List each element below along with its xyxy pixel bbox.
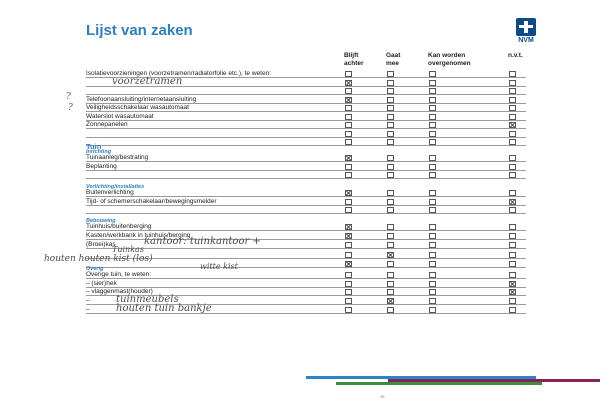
checklist-row — [86, 154, 526, 162]
checklist-row — [86, 163, 526, 171]
checkbox-blijft-achter[interactable] — [345, 114, 352, 120]
checkbox-gaat-mee[interactable] — [387, 199, 394, 205]
checkbox-overgenomen[interactable] — [429, 307, 436, 313]
handwriting-tuinmeubels: tuinmeubels — [116, 294, 179, 305]
checkbox-nvt[interactable] — [509, 298, 516, 304]
checkbox-gaat-mee[interactable] — [387, 289, 394, 295]
checkbox-blijft-achter[interactable] — [345, 80, 352, 86]
checkbox-overgenomen[interactable] — [429, 224, 436, 230]
checkbox-blijft-achter[interactable] — [345, 97, 352, 103]
checklist-row — [86, 223, 526, 231]
checkbox-gaat-mee[interactable] — [387, 242, 394, 248]
nvm-logo — [512, 18, 540, 52]
checkbox-gaat-mee[interactable] — [387, 97, 394, 103]
checkbox-overgenomen[interactable] — [429, 252, 436, 258]
checkbox-gaat-mee[interactable] — [387, 207, 394, 213]
checkbox-blijft-achter[interactable] — [345, 88, 352, 94]
checkbox-gaat-mee[interactable] — [387, 114, 394, 120]
row-label: Buitenverlichting — [86, 189, 134, 196]
nvm-logo-text: NVM — [518, 37, 534, 44]
checkbox-blijft-achter[interactable] — [345, 172, 352, 178]
checkbox-blijft-achter[interactable] — [345, 190, 352, 196]
row-label: – — [86, 305, 90, 313]
checkbox-overgenomen[interactable] — [429, 105, 436, 111]
checkbox-gaat-mee[interactable] — [387, 80, 394, 86]
col-header-gaat-mee: Gaat mee — [386, 52, 401, 67]
checkbox-gaat-mee[interactable] — [387, 88, 394, 94]
row-label: Zonnepanelen — [86, 121, 128, 128]
checkbox-overgenomen[interactable] — [429, 97, 436, 103]
checkbox-gaat-mee[interactable] — [387, 164, 394, 170]
checkbox-gaat-mee[interactable] — [387, 155, 394, 161]
checkbox-nvt[interactable] — [509, 139, 516, 145]
checkbox-gaat-mee[interactable] — [387, 233, 394, 239]
checkbox-nvt[interactable] — [509, 88, 516, 94]
checkbox-overgenomen[interactable] — [429, 155, 436, 161]
checklist-row — [86, 87, 526, 95]
checkbox-overgenomen[interactable] — [429, 114, 436, 120]
subsection-inrichting: Inrichting — [86, 149, 112, 155]
col-header-nvt: n.v.t. — [508, 52, 523, 59]
handwriting-houten-kist: houten houten kist (los) — [44, 254, 153, 264]
row-label: – vlaggenmast(houder) — [86, 288, 153, 296]
row-label: Overige tuin, te weten: — [86, 271, 152, 278]
checkbox-nvt[interactable] — [509, 190, 516, 196]
checklist-row — [86, 280, 526, 288]
checklist-row — [86, 130, 526, 138]
checkbox-gaat-mee[interactable] — [387, 224, 394, 230]
checkbox-nvt[interactable] — [509, 261, 516, 267]
subsection-verlichting: Verlichting/installaties — [86, 184, 145, 190]
checkbox-blijft-achter[interactable] — [345, 233, 352, 239]
checklist-row — [86, 121, 526, 129]
checkbox-nvt[interactable] — [509, 272, 516, 278]
checkbox-gaat-mee[interactable] — [387, 105, 394, 111]
checkbox-blijft-achter[interactable] — [345, 131, 352, 137]
checkbox-nvt[interactable] — [509, 80, 516, 86]
checkbox-nvt[interactable] — [509, 207, 516, 213]
checkbox-overgenomen[interactable] — [429, 71, 436, 77]
checkbox-nvt[interactable] — [509, 252, 516, 258]
checkbox-overgenomen[interactable] — [429, 261, 436, 267]
checkbox-gaat-mee[interactable] — [387, 272, 394, 278]
footer-stripe-3 — [336, 382, 542, 385]
checkbox-overgenomen[interactable] — [429, 289, 436, 295]
checkbox-nvt[interactable] — [509, 71, 516, 77]
checkbox-gaat-mee[interactable] — [387, 122, 394, 128]
section-tuin: Tuin — [86, 142, 102, 151]
checkbox-overgenomen[interactable] — [429, 172, 436, 178]
checkbox-blijft-achter[interactable] — [345, 164, 352, 170]
checkbox-nvt[interactable] — [509, 307, 516, 313]
checklist-row — [86, 171, 526, 179]
checkbox-nvt[interactable] — [509, 289, 516, 295]
checklist-row — [86, 271, 526, 279]
checklist-row — [86, 189, 526, 197]
row-label: – — [86, 297, 90, 305]
checkbox-blijft-achter[interactable] — [345, 71, 352, 77]
checkbox-overgenomen[interactable] — [429, 122, 436, 128]
row-label: Kasten/werkbank in tuinhuis/berging — [86, 232, 191, 240]
checkbox-blijft-achter[interactable] — [345, 139, 352, 145]
checkbox-blijft-achter[interactable] — [345, 199, 352, 205]
row-label: Veiligheidsschakelaar wasautomaat — [86, 104, 189, 111]
handwriting-voorzetramen: voorzetramen — [112, 76, 183, 87]
checkbox-overgenomen[interactable] — [429, 272, 436, 278]
row-label: (Broei)kas — [86, 241, 116, 249]
checkbox-overgenomen[interactable] — [429, 199, 436, 205]
checkbox-nvt[interactable] — [509, 131, 516, 137]
checkbox-nvt[interactable] — [509, 172, 516, 178]
checkbox-nvt[interactable] — [509, 114, 516, 120]
margin-mark-2: ? — [68, 103, 73, 113]
checkbox-nvt[interactable] — [509, 105, 516, 111]
checkbox-gaat-mee[interactable] — [387, 71, 394, 77]
subsection-overig: Overig — [86, 266, 104, 272]
checkbox-gaat-mee[interactable] — [387, 131, 394, 137]
row-label: Beplanting — [86, 162, 117, 170]
checkbox-overgenomen[interactable] — [429, 131, 436, 137]
checkbox-overgenomen[interactable] — [429, 164, 436, 170]
nvm-logo-icon — [516, 18, 536, 36]
row-label: Isolatievoorzieningen (voorzetramen/radiatorfolie etc.), te weten: — [86, 70, 271, 77]
checkbox-overgenomen[interactable] — [429, 242, 436, 248]
checkbox-gaat-mee[interactable] — [387, 261, 394, 267]
checkbox-nvt[interactable] — [509, 122, 516, 128]
checkbox-blijft-achter[interactable] — [345, 272, 352, 278]
checklist-row — [86, 104, 526, 112]
checkbox-blijft-achter[interactable] — [345, 207, 352, 213]
row-label: Tuinhuis/buitenberging — [86, 223, 152, 230]
checkbox-overgenomen[interactable] — [429, 233, 436, 239]
checklist-row — [86, 96, 526, 104]
checkbox-blijft-achter[interactable] — [345, 261, 352, 267]
handwriting-houten-tuin-bankje: houten tuin bankje — [116, 303, 212, 314]
col-header-blijft-achter: Blijft achter — [344, 52, 364, 67]
margin-mark-1: ? — [66, 92, 71, 102]
checkbox-nvt[interactable] — [509, 199, 516, 205]
page-number: 15 — [380, 394, 385, 399]
handwriting-witte-kist: witte kist — [200, 262, 238, 271]
checklist-row — [86, 138, 526, 146]
checklist-row — [86, 198, 526, 206]
checkbox-blijft-achter[interactable] — [345, 298, 352, 304]
checkbox-blijft-achter[interactable] — [345, 252, 352, 258]
handwriting-tuinkas: Tuinkas — [112, 245, 144, 254]
handwriting-kantoor: kantoor: tuinkantoor + — [144, 236, 261, 247]
checklist-row — [86, 206, 526, 214]
checkbox-overgenomen[interactable] — [429, 190, 436, 196]
checkbox-blijft-achter[interactable] — [345, 307, 352, 313]
row-label: – (sier)hek — [86, 279, 117, 287]
checkbox-blijft-achter[interactable] — [345, 289, 352, 295]
checkbox-gaat-mee[interactable] — [387, 172, 394, 178]
checkbox-nvt[interactable] — [509, 242, 516, 248]
checkbox-overgenomen[interactable] — [429, 207, 436, 213]
checklist-row — [86, 113, 526, 121]
subsection-bebouwing: Bebouwing — [86, 218, 116, 224]
row-label: Tuinaanleg/bestrating — [86, 154, 149, 161]
checkbox-overgenomen[interactable] — [429, 139, 436, 145]
checkbox-blijft-achter[interactable] — [345, 122, 352, 128]
checkbox-blijft-achter[interactable] — [345, 155, 352, 161]
checkbox-blijft-achter[interactable] — [345, 105, 352, 111]
checkbox-nvt[interactable] — [509, 97, 516, 103]
checkbox-nvt[interactable] — [509, 224, 516, 230]
checkbox-blijft-achter[interactable] — [345, 281, 352, 287]
row-label: Tijd- of schemerschakelaar/bewegingsmelder — [86, 197, 217, 205]
checkbox-blijft-achter[interactable] — [345, 224, 352, 230]
checkbox-gaat-mee[interactable] — [387, 298, 394, 304]
checkbox-nvt[interactable] — [509, 164, 516, 170]
checkbox-gaat-mee[interactable] — [387, 252, 394, 258]
checkbox-gaat-mee[interactable] — [387, 281, 394, 287]
col-header-overgenomen: Kan worden overgenomen — [428, 52, 471, 67]
checkbox-blijft-achter[interactable] — [345, 242, 352, 248]
checkbox-gaat-mee[interactable] — [387, 190, 394, 196]
checkbox-nvt[interactable] — [509, 233, 516, 239]
checkbox-overgenomen[interactable] — [429, 281, 436, 287]
checkbox-gaat-mee[interactable] — [387, 307, 394, 313]
checkbox-overgenomen[interactable] — [429, 298, 436, 304]
checkbox-nvt[interactable] — [509, 281, 516, 287]
checkbox-nvt[interactable] — [509, 155, 516, 161]
checkbox-gaat-mee[interactable] — [387, 139, 394, 145]
checkbox-overgenomen[interactable] — [429, 80, 436, 86]
page-title: Lijst van zaken — [86, 22, 193, 39]
row-label: Waterslot wasautomaat — [86, 112, 154, 120]
row-label: Telefoonaansluiting/internetaansluiting — [86, 95, 197, 103]
checkbox-overgenomen[interactable] — [429, 88, 436, 94]
